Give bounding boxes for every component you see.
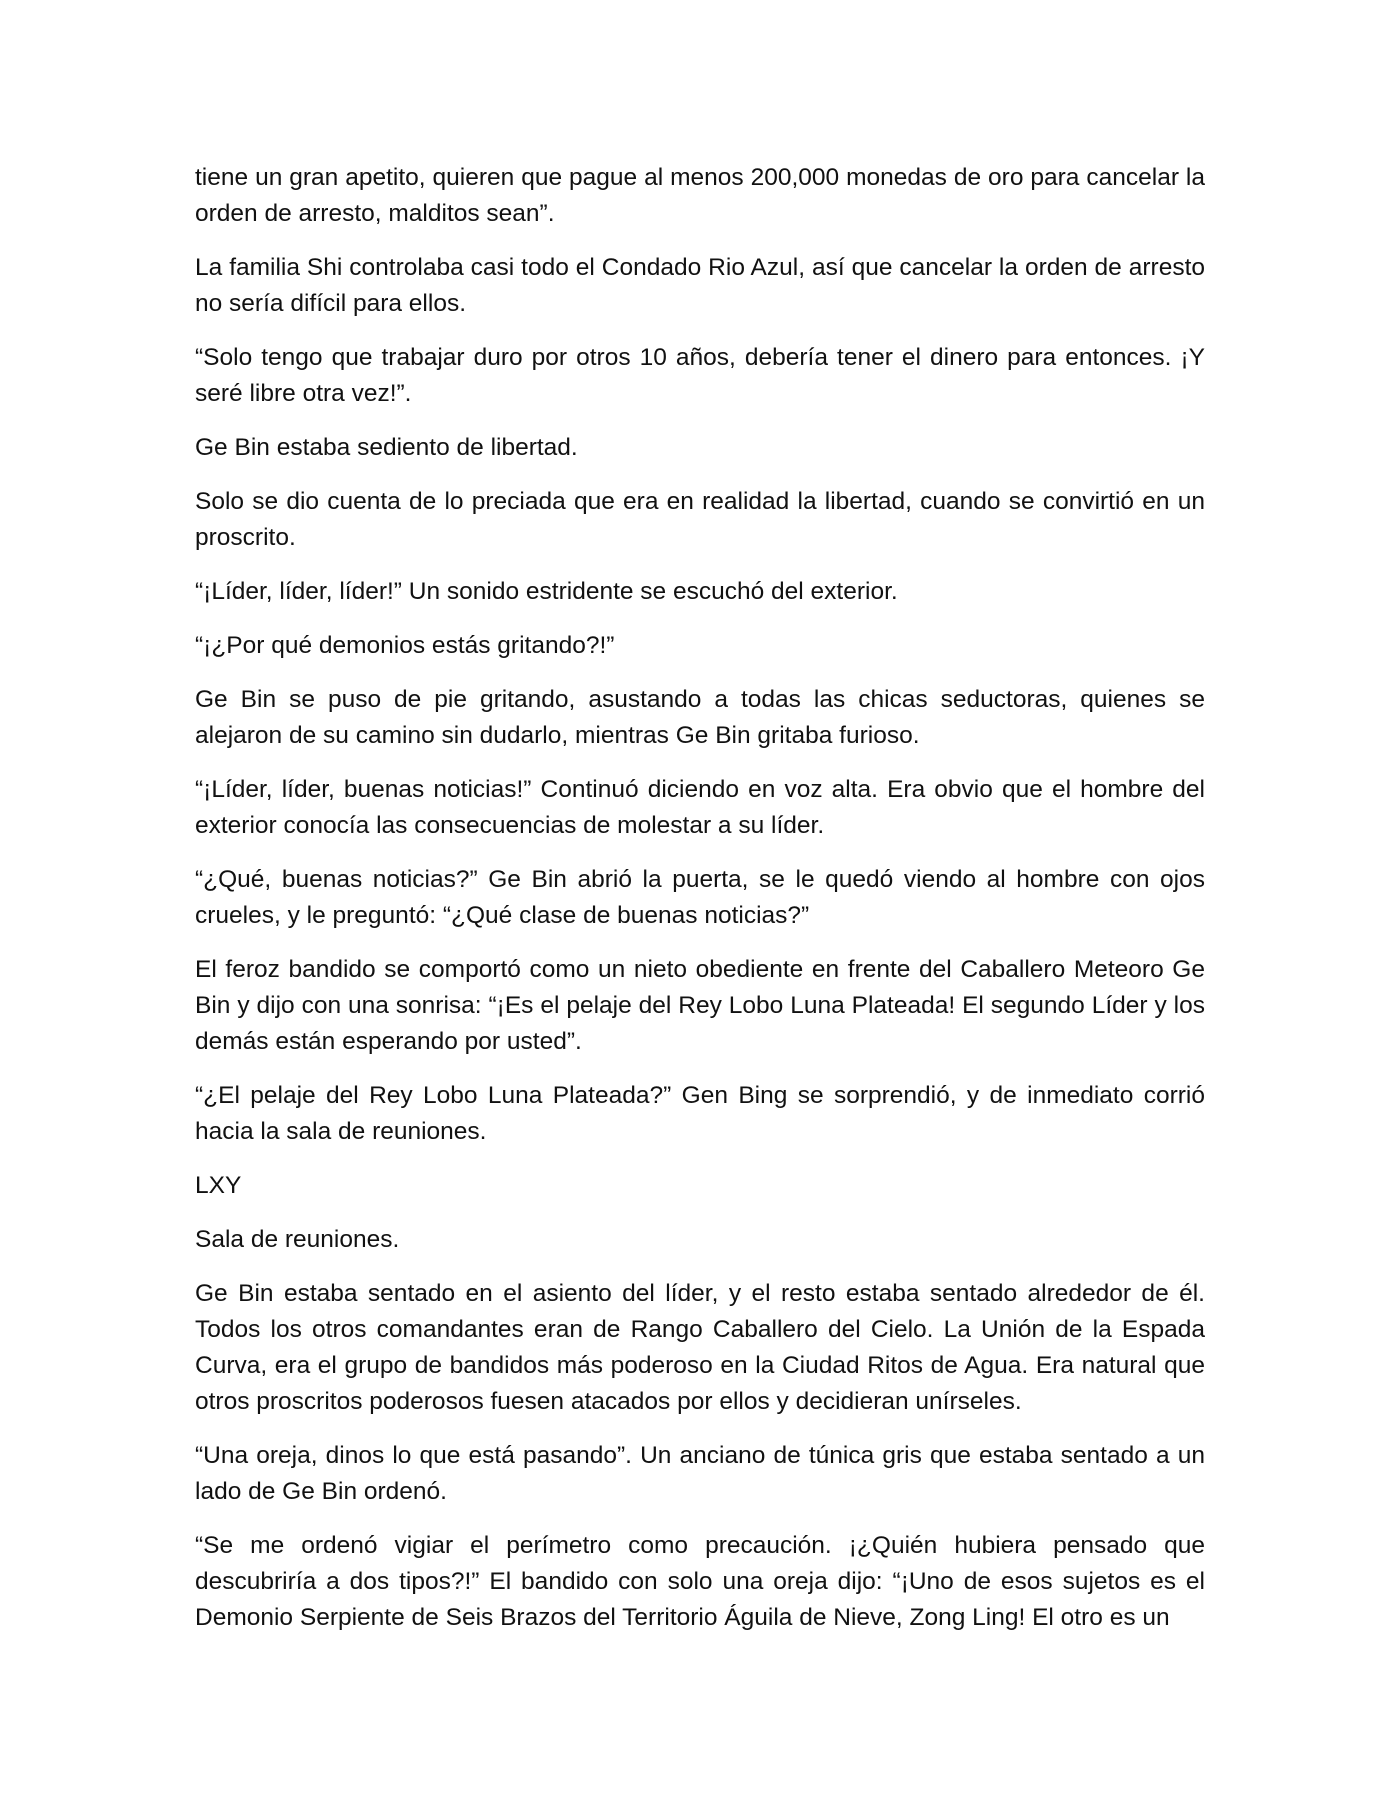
paragraph: El feroz bandido se comportó como un nieto obediente en frente del Caballero Meteoro Ge Bin y dijo con una sonrisa: “¡Es el pelaje del Rey Lobo Luna Plateada! El segundo Líder y los demás están esperando por usted”. [195,956,1205,1055]
paragraph: “Una oreja, dinos lo que está pasando”. Un anciano de túnica gris que estaba sentado a un lado de Ge Bin ordenó. [195,1442,1205,1505]
paragraph: Ge Bin estaba sediento de libertad. [195,434,578,461]
paragraph: “¿Qué, buenas noticias?” Ge Bin abrió la puerta, se le quedó viendo al hombre con ojos crueles, y le preguntó: “¿Qué clase de buenas noticias?” [195,866,1205,929]
paragraph: La familia Shi controlaba casi todo el Condado Rio Azul, así que cancelar la orden de arresto no sería difícil para ellos. [195,254,1205,317]
paragraph: Solo se dio cuenta de lo preciada que era en realidad la libertad, cuando se convirtió en un proscrito. [195,488,1205,551]
section-marker: LXY [195,1172,242,1199]
paragraph: “¡Líder, líder, buenas noticias!” Continuó diciendo en voz alta. Era obvio que el hombre del exterior conocía las consecuencias de molestar a su líder. [195,776,1205,839]
paragraph: Sala de reuniones. [195,1226,400,1253]
paragraph: “Solo tengo que trabajar duro por otros 10 años, debería tener el dinero para entonces. ¡Y seré libre otra vez!”. [195,344,1205,407]
paragraph: “¡Líder, líder, líder!” Un sonido estridente se escuchó del exterior. [195,578,898,605]
paragraph: tiene un gran apetito, quieren que pague al menos 200,000 monedas de oro para cancelar la orden de arresto, malditos sean”. [195,164,1205,227]
paragraph: “¿El pelaje del Rey Lobo Luna Plateada?” Gen Bing se sorprendió, y de inmediato corrió hacia la sala de reuniones. [195,1082,1205,1145]
document-page [195,160,1205,1654]
paragraph: “¡¿Por qué demonios estás gritando?!” [195,632,615,659]
paragraph: Ge Bin estaba sentado en el asiento del líder, y el resto estaba sentado alrededor de él. Todos los otros comandantes eran de Rango Caballero del Cielo. La Unión de la Espada Curva, era el grupo de bandidos más poderoso en la Ciudad Ritos de Agua. Era natural que otros proscritos poderosos fuesen atacados por ellos y decidieran unírseles. [195,1280,1205,1415]
paragraph: “Se me ordenó vigiar el perímetro como precaución. ¡¿Quién hubiera pensado que descubriría a dos tipos?!” El bandido con solo una oreja dijo: “¡Uno de esos sujetos es el Demonio Serpiente de Seis Brazos del Territorio Águila de Nieve, Zong Ling! El otro es un [195,1532,1205,1631]
paragraph: Ge Bin se puso de pie gritando, asustando a todas las chicas seductoras, quienes se alejaron de su camino sin dudarlo, mientras Ge Bin gritaba furioso. [195,686,1205,749]
